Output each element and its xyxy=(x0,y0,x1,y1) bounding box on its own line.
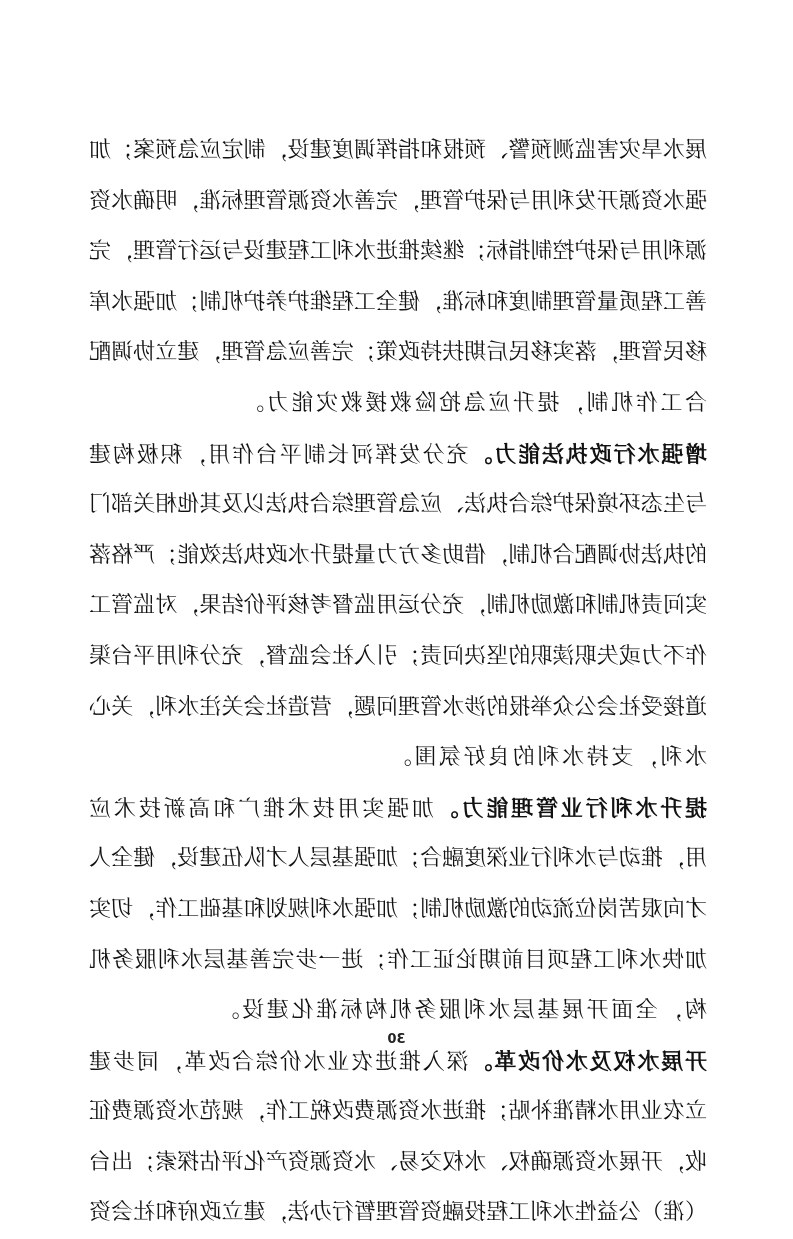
body-text xyxy=(89,126,707,1239)
paragraph-1-line-6: 合工作机制，提升应急抢险救援救灾能力。 xyxy=(239,390,707,416)
paragraph-2-line-1-text: 充分发挥河长制平台作用，积极构建 xyxy=(89,442,469,468)
paragraph-2-line-6: 道接受社会公众举报的涉水管理问题，营造社会关注水利，关心 xyxy=(89,694,707,720)
paragraph-3-line-3: 才向艰苦岗位流动的激励机制；加强水利规划和基础工作，切实 xyxy=(89,896,707,922)
paragraph-1-line-4: 善工程质量管理制度和标准，健全工程维护养护机制；加强水库 xyxy=(89,289,707,315)
page-number: 30 xyxy=(387,1032,406,1047)
section-heading-law-enforcement: 增强水行政执法能力。 xyxy=(468,441,707,468)
paragraph-4-line-4: （准）公益性水利工程投融资管理暂行办法，建立政府和社会资 xyxy=(89,1200,707,1226)
section-heading-industry-management: 提升水利行业管理能力。 xyxy=(433,795,707,822)
paragraph-4-line-3: 收，开展水资源确权、水权交易、水资源资产化评估探索；出台 xyxy=(89,1149,707,1175)
paragraph-1-line-2: 强水资源开发利用与保护管理，完善水资源管理标准，明确水资 xyxy=(89,188,707,214)
paragraph-2-line-3: 的执法协调配合机制，借助多方力量提升水政执法效能；严格落 xyxy=(89,542,707,568)
paragraph-3-line-2: 用，推动与水利行业深度融合；加强基层人才队伍建设，健全人 xyxy=(89,846,707,872)
paragraph-2-line-1 xyxy=(89,430,707,481)
paragraph-1-line-1: 展水旱灾害监测预警、预报和指挥调度建设，制定应急预案；加 xyxy=(89,138,707,163)
paragraph-3-line-4: 加快水利工程项目前期论证工作；进一步完善基层水利服务机 xyxy=(89,947,707,973)
paragraph-1-line-5: 移民管理，落实移民后期扶持政策；完善应急管理，建立协调配 xyxy=(89,340,707,366)
paragraph-3-line-1-text: 加强实用技术推广和高新技术应 xyxy=(89,796,434,822)
paragraph-3-line-5: 构，全面开展基层水利服务机构标准化建设。 xyxy=(214,998,707,1024)
paragraph-4-line-2: 立农业用水精准补贴；推进水资源费改税工作，规范水资源费征 xyxy=(89,1099,707,1125)
paragraph-2-line-4: 实问责机制和激励机制，充分运用监督考核评价结果，对监管工 xyxy=(89,593,707,619)
paragraph-2-line-5: 作不力或失职渎职的坚决问责；引入社会监督，充分利用平台渠 xyxy=(89,643,707,669)
paragraph-2-line-7: 水利，支持水利的良好氛围。 xyxy=(387,745,707,771)
paragraph-1-line-3: 源利用与保护控制指标；继续推进水利工程建设与运行管理，完 xyxy=(89,239,707,265)
section-heading-water-rights-reform: 开展水权及水价改革。 xyxy=(468,1048,707,1075)
paragraph-3-line-1 xyxy=(89,784,707,835)
paragraph-2-line-2: 与生态环境保护综合执法、应急管理综合执法以及其他相关部门 xyxy=(89,492,707,518)
paragraph-4-line-1-text: 深入推进农业水价综合改革，同步建 xyxy=(89,1049,469,1075)
